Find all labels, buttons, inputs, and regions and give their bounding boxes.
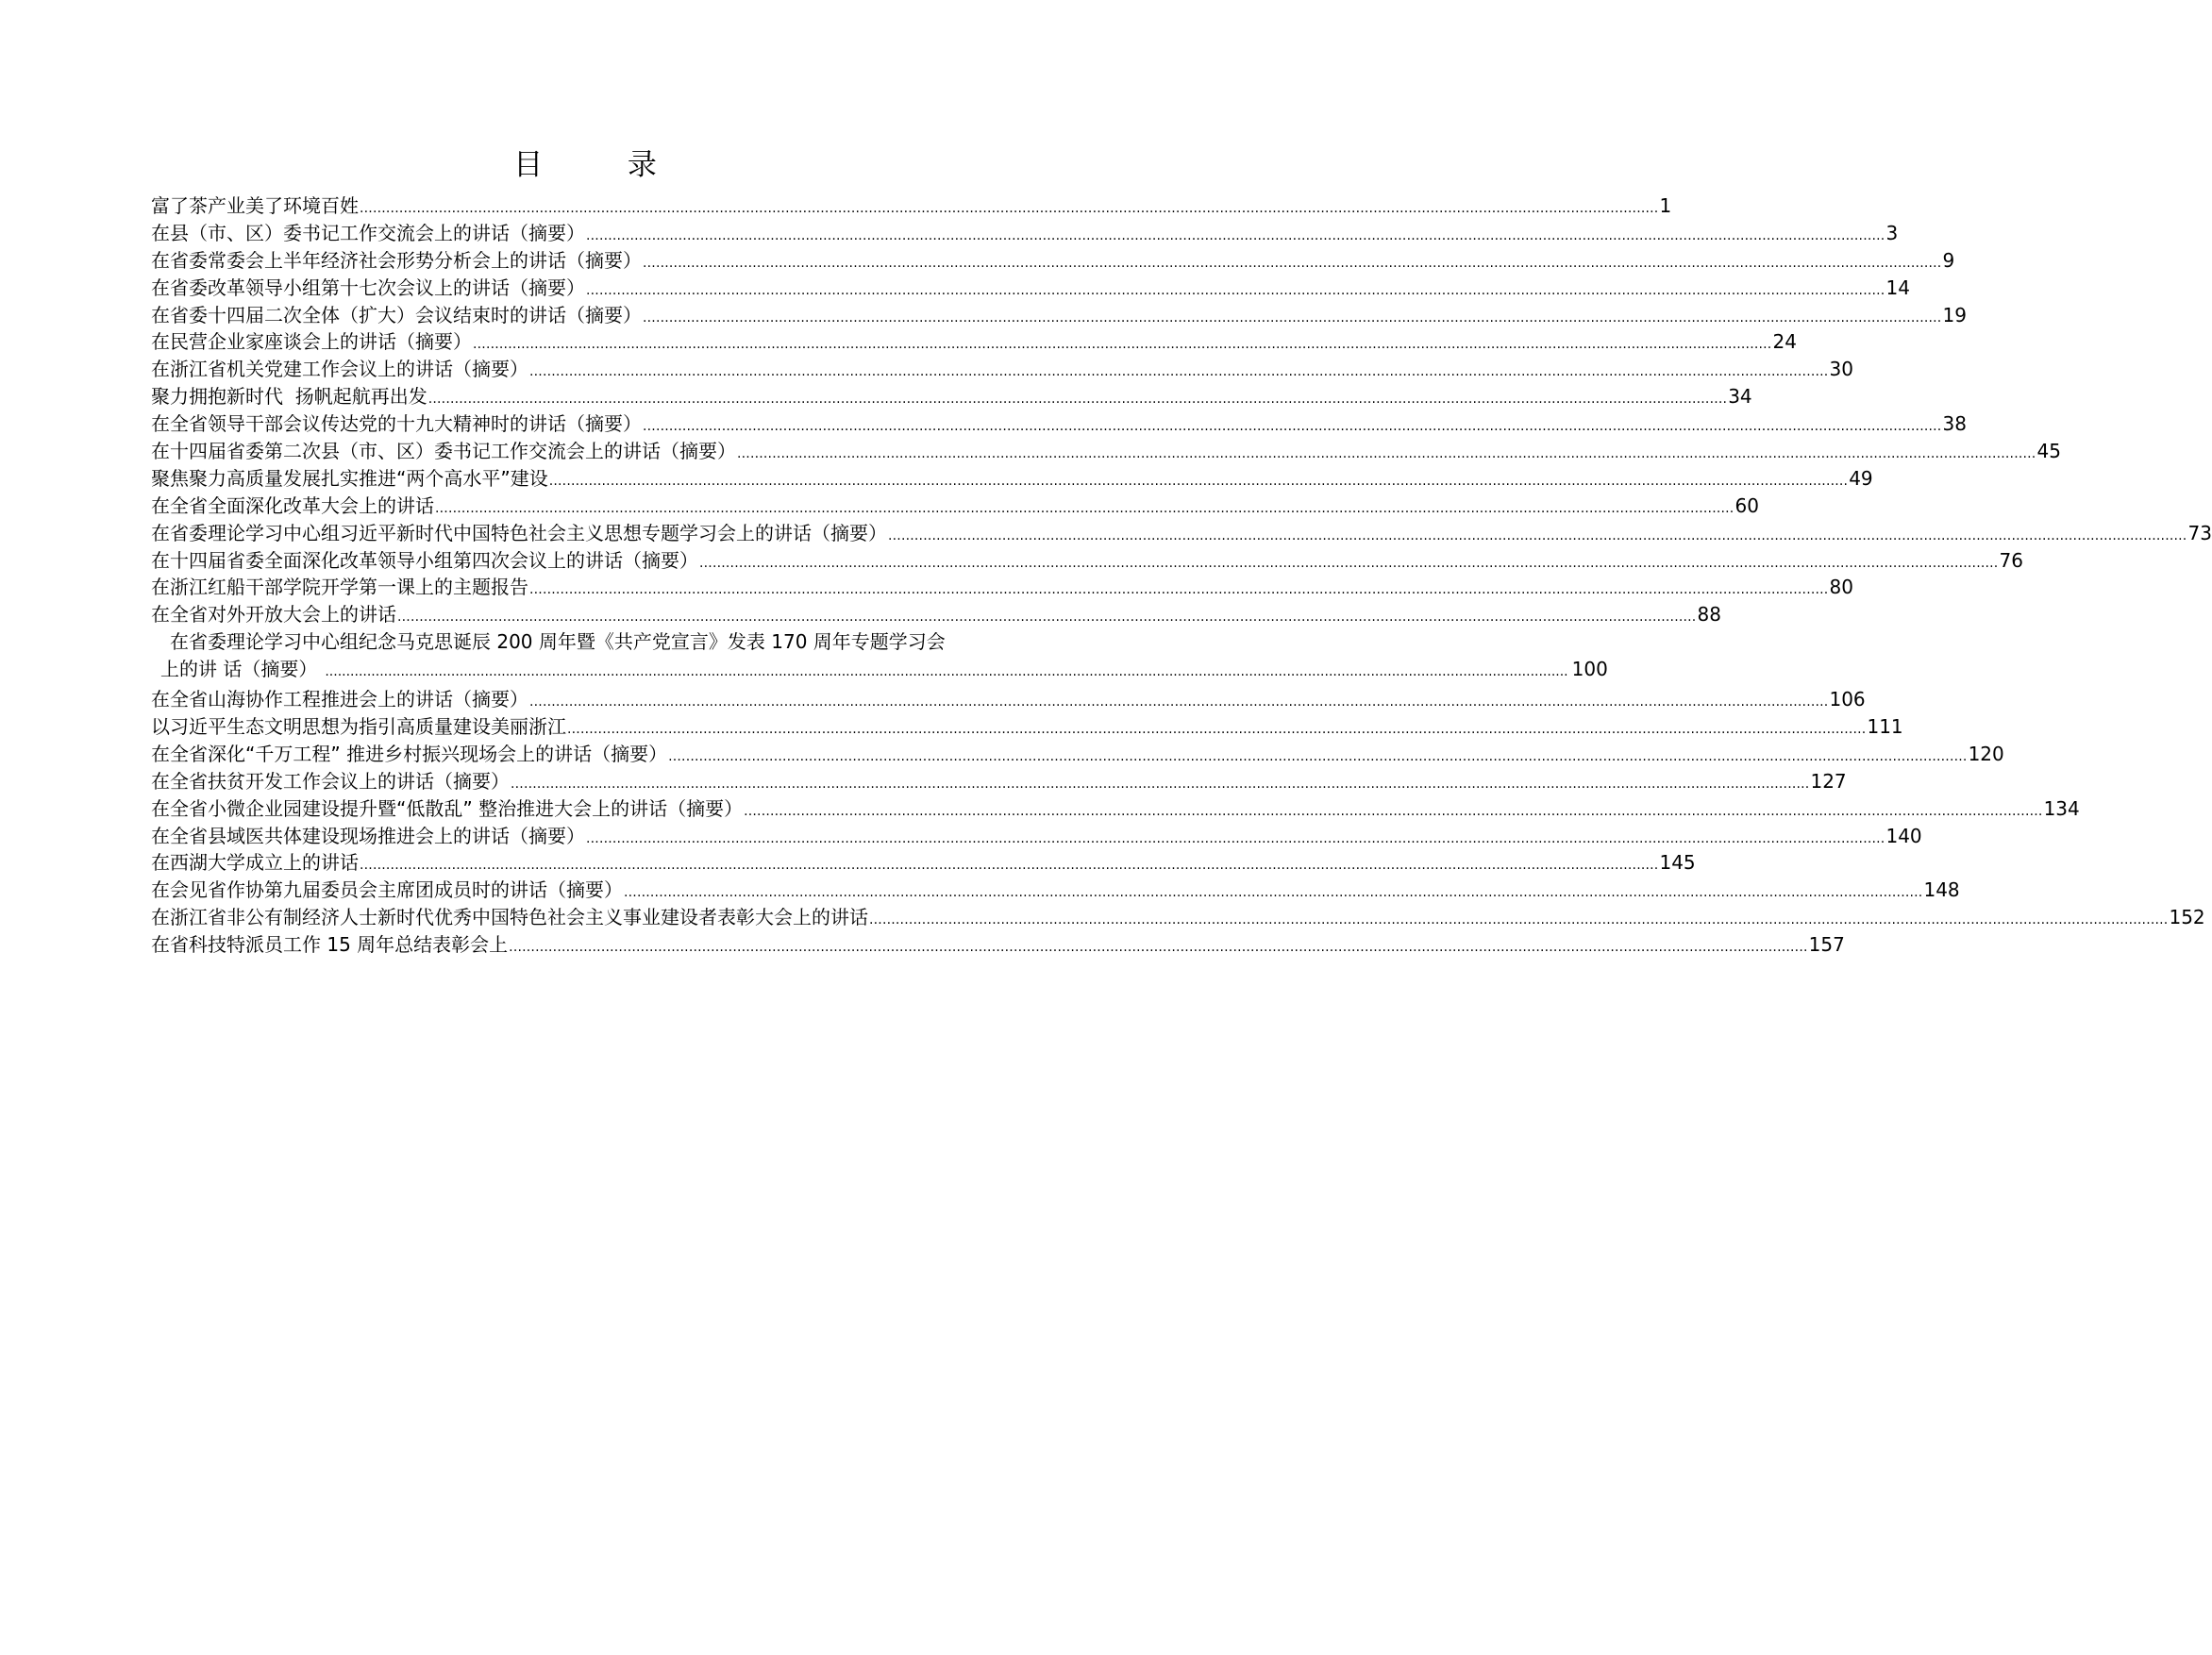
toc-entry-page: 30 — [1829, 358, 1853, 381]
toc-entry-page: 157 — [1808, 933, 1845, 957]
dot-leader — [428, 386, 1727, 413]
dot-leader — [624, 879, 1922, 907]
dot-leader — [737, 441, 2036, 468]
toc-entry-page: 3 — [1885, 221, 1899, 244]
toc-entry-title: 在十四届省委全面深化改革领导小组第四次会议上的讲话（摘要） — [151, 548, 698, 572]
toc-entry-page: 38 — [1942, 412, 1967, 436]
toc-entry-page: 9 — [1942, 248, 1955, 272]
toc-entry[interactable] — [151, 768, 1847, 795]
toc-entry-title: 聚力拥抱新时代 扬帆起航再出发 — [151, 385, 427, 409]
toc-entry[interactable] — [151, 574, 1853, 601]
toc-entry-title: 在浙江省非公有制经济人士新时代优秀中国特色社会主义事业建设者表彰大会上的讲话 — [151, 906, 868, 929]
toc-entry-page: 73 — [2187, 521, 2212, 544]
toc-entry[interactable] — [151, 877, 1960, 904]
toc-entry[interactable] — [151, 247, 1955, 275]
toc-entry-page: 152 — [2169, 906, 2205, 929]
toc-entry-title: 在浙江红船干部学院开学第一课上的主题报告 — [151, 576, 528, 599]
toc-entry[interactable] — [151, 383, 1752, 410]
toc-entry-page: 140 — [1885, 824, 1922, 847]
toc-entry[interactable] — [151, 686, 1866, 713]
dot-leader — [567, 716, 1866, 744]
dot-leader — [360, 195, 1658, 223]
toc-entry[interactable] — [151, 547, 2023, 575]
toc-entry-title: 聚焦聚力高质量发展扎实推进“两个高水平”建设 — [151, 466, 548, 490]
dot-leader — [511, 771, 1809, 798]
toc-entry-title-continued: 上的讲 话（摘要） — [160, 658, 318, 681]
dot-leader — [699, 550, 1998, 577]
dot-leader — [360, 852, 1658, 879]
toc-entry-page: 1 — [1659, 194, 1672, 217]
dot-leader — [509, 934, 1807, 961]
toc-entry-title: 在省科技特派员工作 15 周年总结表彰会上 — [151, 933, 509, 957]
toc-entry-title: 在省委理论学习中心组习近平新时代中国特色社会主义思想专题学习会上的讲话（摘要） — [151, 521, 887, 544]
toc-entry[interactable] — [151, 356, 1853, 383]
toc-entry-page: 24 — [1772, 330, 1797, 354]
toc-entry-title: 在全省扶贫开发工作会议上的讲话（摘要） — [151, 769, 510, 793]
toc-entry-title: 在全省对外开放大会上的讲话 — [151, 603, 396, 627]
toc-entry-wrapped[interactable] — [151, 628, 1608, 686]
toc-entry-page: 106 — [1829, 688, 1866, 711]
dot-leader — [643, 250, 1941, 277]
toc-entry-title: 在县（市、区）委书记工作交流会上的讲话（摘要） — [151, 221, 585, 244]
toc-entry-title: 在民营企业家座谈会上的讲话（摘要） — [151, 330, 472, 354]
toc-entry[interactable] — [151, 493, 1759, 520]
toc-entry-title: 在全省深化“千万工程” 推进乡村振兴现场会上的讲话（摘要） — [151, 742, 668, 765]
toc-entry[interactable] — [151, 741, 2004, 768]
dot-leader — [529, 577, 1828, 604]
toc-entry[interactable] — [151, 328, 1797, 356]
dot-leader — [529, 689, 1828, 716]
dot-leader — [529, 359, 1828, 386]
dot-leader — [869, 907, 2168, 934]
toc-entry-page: 45 — [2036, 440, 2061, 463]
toc-entry-title: 在全省山海协作工程推进会上的讲话（摘要） — [151, 688, 528, 711]
toc-entry[interactable] — [151, 465, 1873, 493]
toc-entry-page: 14 — [1885, 276, 1910, 299]
toc-entry-page: 100 — [1571, 658, 1608, 681]
toc-entry[interactable] — [151, 438, 2061, 465]
dot-leader — [643, 305, 1941, 332]
toc-entry[interactable] — [151, 601, 1721, 628]
dot-leader — [643, 413, 1941, 441]
toc-entry-title: 以习近平生态文明思想为指引高质量建设美丽浙江 — [151, 714, 566, 738]
toc-entry[interactable] — [151, 823, 1922, 850]
dot-leader — [435, 495, 1734, 523]
toc-entry-title: 在全省小微企业园建设提升暨“低散乱” 整治推进大会上的讲话（摘要） — [151, 796, 744, 820]
toc-entry[interactable] — [151, 302, 1967, 329]
toc-entry-page: 60 — [1734, 493, 1759, 517]
toc-entry-title: 在浙江省机关党建工作会议上的讲话（摘要） — [151, 358, 528, 381]
toc-entry[interactable] — [151, 904, 2205, 931]
dot-leader — [325, 659, 1567, 686]
dot-leader — [473, 331, 1771, 359]
dot-leader — [586, 277, 1885, 305]
dot-leader — [744, 798, 2042, 826]
toc-entry-title: 在省委理论学习中心组纪念马克思诞辰 200 周年暨《共产党宣言》发表 170 周年专题学习会 — [170, 630, 946, 654]
toc-entry-page: 88 — [1697, 603, 1721, 627]
toc-entry-title: 在全省领导干部会议传达党的十九大精神时的讲话（摘要） — [151, 412, 642, 436]
toc-entry[interactable] — [151, 220, 1899, 247]
dot-leader — [397, 604, 1696, 631]
toc-entry-page: 120 — [1968, 742, 2004, 765]
toc-entry[interactable] — [151, 520, 2212, 547]
toc-entry-title: 在十四届省委第二次县（市、区）委书记工作交流会上的讲话（摘要） — [151, 440, 736, 463]
dot-leader — [668, 744, 1967, 771]
toc-entry-page: 34 — [1728, 385, 1752, 409]
dot-leader — [888, 523, 2187, 550]
toc-entry-title: 在省委十四届二次全体（扩大）会议结束时的讲话（摘要） — [151, 303, 642, 326]
page-title: 目 录 — [513, 148, 695, 182]
toc-entry-title: 富了茶产业美了环境百姓 — [151, 194, 359, 217]
toc-entry-page: 111 — [1867, 714, 1903, 738]
toc-entry-title: 在会见省作协第九届委员会主席团成员时的讲话（摘要） — [151, 878, 623, 902]
toc-entry-page: 80 — [1829, 576, 1853, 599]
toc-entry-title: 在省委改革领导小组第十七次会议上的讲话（摘要） — [151, 276, 585, 299]
toc-entry-page: 134 — [2043, 796, 2080, 820]
dot-leader — [549, 468, 1848, 495]
toc-entry-title: 在全省全面深化改革大会上的讲话 — [151, 493, 434, 517]
toc-entry[interactable] — [151, 931, 1845, 959]
toc-entry[interactable] — [151, 275, 1910, 302]
toc-entry[interactable] — [151, 795, 2080, 823]
toc-entry-title: 在全省县域医共体建设现场推进会上的讲话（摘要） — [151, 824, 585, 847]
toc-entry-title: 在省委常委会上半年经济社会形势分析会上的讲话（摘要） — [151, 248, 642, 272]
toc-entry[interactable] — [151, 713, 1903, 741]
toc-entry[interactable] — [151, 410, 1967, 438]
toc-entry-page: 145 — [1659, 851, 1696, 875]
dot-leader — [586, 223, 1885, 250]
dot-leader — [586, 826, 1885, 853]
toc-entry[interactable] — [151, 192, 1672, 220]
toc-entry-title: 在西湖大学成立上的讲话 — [151, 851, 359, 875]
toc-entry-page: 76 — [1999, 548, 2023, 572]
toc-entry-page: 49 — [1849, 466, 1873, 490]
toc-entry-page: 127 — [1810, 769, 1847, 793]
toc-entry-page: 19 — [1942, 303, 1967, 326]
toc-entry-page: 148 — [1923, 878, 1960, 902]
toc-entry[interactable] — [151, 849, 1696, 877]
table-of-contents — [151, 192, 2212, 959]
